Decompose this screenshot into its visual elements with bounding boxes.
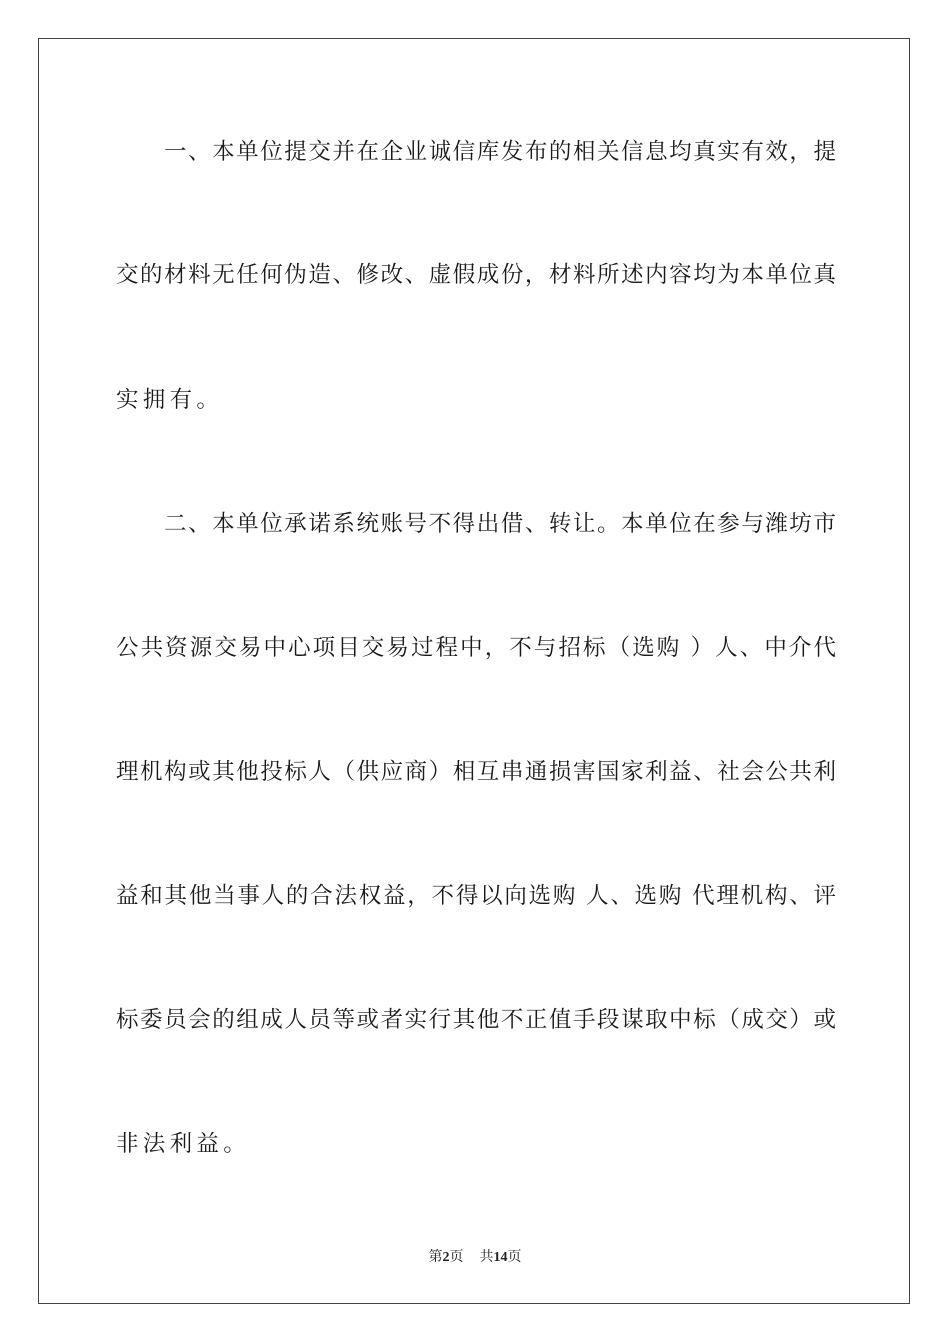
text-line: 二、本单位承诺系统账号不得出借、转让。本单位在参与潍坊市: [164, 511, 836, 537]
total-prefix: 共: [479, 1250, 494, 1265]
text-line: 益和其他当事人的合法权益，不得以向选购 人、选购 代理机构、评: [116, 883, 836, 909]
page-number: 2: [442, 1250, 450, 1265]
text-line: 公共资源交易中心项目交易过程中，不与招标（选购 ）人、中介代: [116, 635, 836, 661]
page-prefix: 第: [428, 1250, 443, 1265]
page-suffix: 页: [449, 1250, 464, 1265]
text-line: 理机构或其他投标人（供应商）相互串通损害国家利益、社会公共利: [116, 759, 836, 785]
page-footer: [0, 1246, 950, 1266]
text-line: 实拥有。: [116, 387, 224, 413]
page-border: [38, 38, 910, 1304]
text-line: 交的材料无任何伪造、修改、虚假成份，材料所述内容均为本单位真: [116, 262, 836, 288]
total-suffix: 页: [507, 1250, 522, 1265]
total-pages: 14: [493, 1250, 508, 1265]
text-line: 一、本单位提交并在企业诚信库发布的相关信息均真实有效，提: [164, 139, 836, 165]
text-line: 非法利益。: [116, 1131, 251, 1157]
text-line: 标委员会的组成人员等或者实行其他不正值手段谋取中标（成交）或: [116, 1007, 836, 1033]
